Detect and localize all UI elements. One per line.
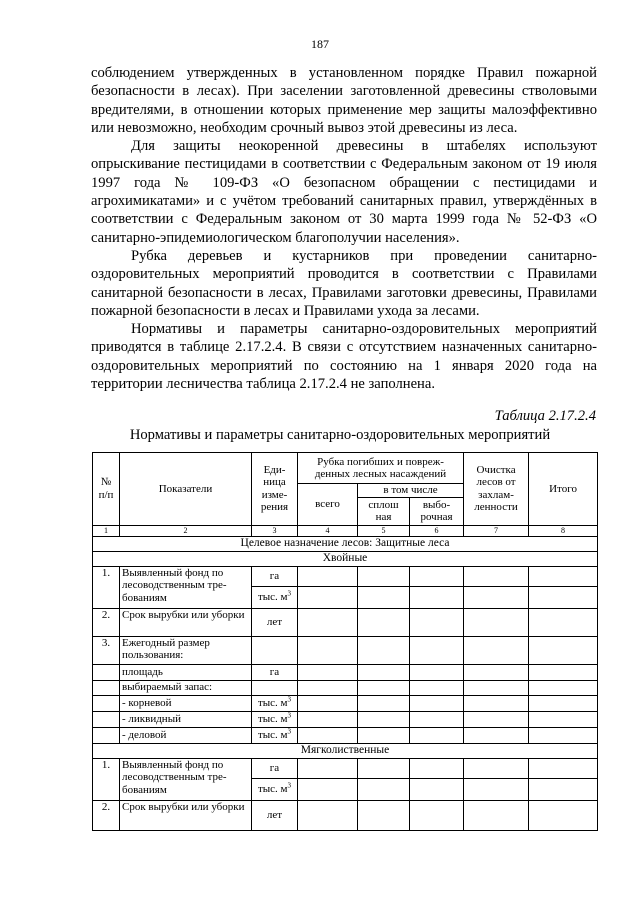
row-unit: га [252, 566, 298, 586]
row-label: - ликвидный [120, 711, 252, 727]
col-number: 6 [410, 525, 464, 536]
paragraph: Рубка деревьев и кустарников при проведении санитарно-оздоровительных мероприятий проводится в соответствии с Правилами санитарной безопасности в лесах, Правилами заготовки древесины, Правилами пожарной безопасности в лесах и Правилами ухода за лесами. [91, 247, 597, 319]
row-unit: тыс. $м^3$ [252, 695, 298, 711]
table-row [93, 711, 598, 727]
row-label: - деловой [120, 727, 252, 743]
col-number: 8 [529, 525, 598, 536]
body-text [91, 64, 597, 393]
row-label: Выявленный фонд по лесоводственным тре-бованиям [120, 758, 252, 800]
paragraph: Нормативы и параметры санитарно-оздоровительных мероприятий приводятся в таблице 2.17.2.4. В связи с отсутствием назначенных санитарно-оздоровительных мероприятий по состоянию на 1 января 2020 года на территории лесничества таблица 2.17.2.4 не заполнена. [91, 321, 597, 393]
row-number: 1. [93, 758, 120, 800]
table-row [93, 800, 598, 830]
header-indicator: Показатели [120, 453, 252, 526]
table-row [93, 636, 598, 664]
row-label: Срок вырубки или уборки [120, 800, 252, 830]
table-row [93, 680, 598, 695]
row-number: 1. [93, 566, 120, 608]
header-unit: Еди-ница изме-рения [252, 453, 298, 526]
row-unit: тыс. $м^3$ [252, 711, 298, 727]
page-number: 187 [311, 37, 329, 51]
paragraph: Для защиты неокоренной древесины в штабелях используют опрыскивание пестицидами в соответствии с Федеральным законом от 19 июля 1997 года № 109-ФЗ «О безопасном обращении с пестицидами и агрохимикатами» и с учётом требований санитарных правил, утверждённых в соответствии с Федеральным законом от 30 марта 1999 года № 52-ФЗ «О санитарно-эпидемиологическом благополучии населения». [91, 138, 597, 246]
row-number: 2. [93, 608, 120, 636]
row-unit: тыс. $м^3$ [252, 586, 298, 608]
col-number: 2 [120, 525, 252, 536]
row-unit: лет [252, 800, 298, 830]
col-number: 5 [358, 525, 410, 536]
table-row [93, 664, 598, 680]
table-row [93, 758, 598, 778]
row-unit: тыс. $м^3$ [252, 727, 298, 743]
row-unit: га [252, 758, 298, 778]
row-unit: тыс. $м^3$ [252, 778, 298, 800]
row-label: - корневой [120, 695, 252, 711]
row-label: Срок вырубки или уборки [120, 608, 252, 636]
table-row [93, 727, 598, 743]
col-number: 7 [464, 525, 529, 536]
row-label: Выявленный фонд по лесоводственным тре-бованиям [120, 566, 252, 608]
col-number: 4 [298, 525, 358, 536]
row-number: 2. [93, 800, 120, 830]
table-row [93, 608, 598, 636]
section-coniferous: Хвойные [93, 551, 598, 566]
header-selective-cut: выбо-рочная [410, 497, 464, 525]
row-unit: га [252, 664, 298, 680]
purpose-row: Целевое назначение лесов: Защитные леса [93, 536, 598, 551]
section-softwood: Мягколиственные [93, 743, 598, 758]
col-number: 1 [93, 525, 120, 536]
row-number: 3. [93, 636, 120, 664]
table-title: Нормативы и параметры санитарно-оздоровительных мероприятий [129, 427, 551, 443]
row-unit: лет [252, 608, 298, 636]
row-label: площадь [120, 664, 252, 680]
row-label: выбираемый запас: [120, 680, 252, 695]
header-cleaning: Очистка лесов от захлам-ленности [464, 453, 529, 526]
table-row [93, 695, 598, 711]
column-numbers-row [93, 525, 598, 536]
paragraph: соблюдением утвержденных в установленном порядке Правил пожарной безопасности в лесах). При заселении заготовленной древесины стволовыми вредителями, в отношении которых применение мер защиты малоэффективно или невозможно, необходим срочный вывоз этой древесины из леса. [91, 65, 597, 136]
header-clear-cut: сплош ная [358, 497, 410, 525]
header-including: в том числе [358, 484, 464, 498]
header-total: Итого [529, 453, 598, 526]
header-total-all: всего [298, 484, 358, 526]
table-caption: Таблица 2.17.2.4 [494, 408, 596, 424]
sanitary-measures-table [92, 452, 598, 831]
table-row [93, 566, 598, 586]
header-num: № п/п [93, 453, 120, 526]
row-label: Ежегодный размер пользования: [120, 636, 252, 664]
col-number: 3 [252, 525, 298, 536]
header-felling: Рубка погибших и повреж-денных лесных насаждений [298, 453, 464, 484]
